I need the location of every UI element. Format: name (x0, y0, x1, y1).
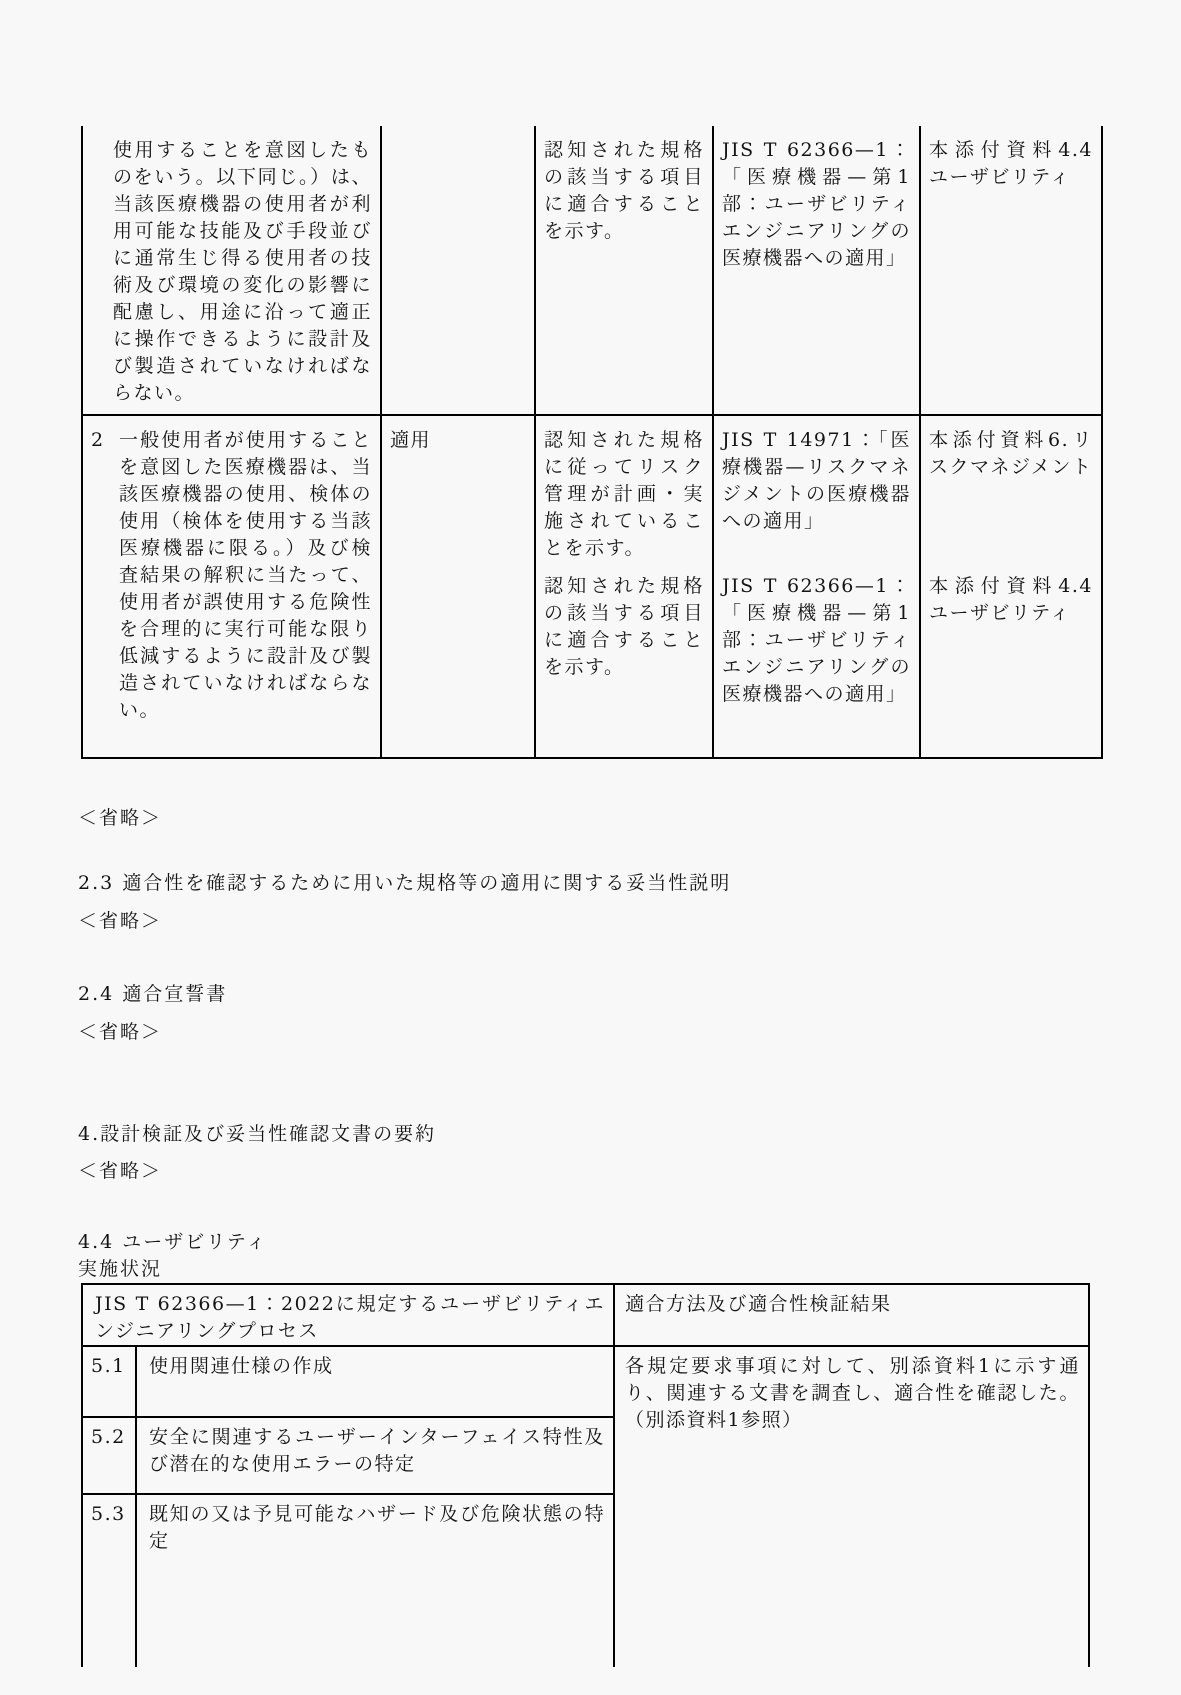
cell-applicability-2: 適用 (381, 415, 535, 758)
cell-standard-2a (713, 415, 920, 567)
section-heading-4-4: 4.4 ユーザビリティ (78, 1231, 268, 1253)
document-text: 本添付資料6.リスクマネジメント (929, 429, 1093, 478)
cell-applicability-row1 (381, 126, 535, 415)
table-row (82, 415, 1102, 567)
cell-method-row1 (535, 126, 713, 415)
cell-standard-2b (713, 567, 920, 758)
process-no-5-3: 5.3 (82, 1494, 136, 1667)
omitted-marker-2: ＜省略＞ (78, 910, 163, 932)
cell-requirement-2 (82, 415, 381, 758)
result-cell: 各規定要求事項に対して、別添資料1に示す通り、関連する文書を調査し、適合性を確認した。（別添資料1参照） (614, 1346, 1089, 1667)
standard-text: JIS T 62366—1：「医療機器—第1部：ユーザビリティエンジニアリングの医療機器への適用」 (722, 139, 911, 269)
process-no-5-2: 5.2 (82, 1417, 136, 1494)
process-no-5-1: 5.1 (82, 1346, 136, 1417)
cell-document-2a (920, 415, 1102, 567)
table-header-row (82, 1284, 1089, 1346)
process-text-5-3: 既知の又は予見可能なハザード及び危険状態の特定 (136, 1494, 614, 1667)
usability-process-table (81, 1283, 1090, 1667)
process-text-5-2: 安全に関連するユーザーインターフェイス特性及び潜在的な使用エラーの特定 (136, 1417, 614, 1494)
standard-text: JIS T 14971：「医療機器—リスクマネジメントの医療機器への適用」 (722, 429, 911, 532)
cell-document-row1 (920, 126, 1102, 415)
method-text: 認知された規格の該当する項目に適合することを示す。 (544, 139, 704, 242)
document-text: 本添付資料4.4 ユーザビリティ (929, 575, 1093, 624)
section-heading-2-4: 2.4 適合宣誓書 (78, 983, 228, 1005)
section-heading-2-3: 2.3 適合性を確認するために用いた規格等の適用に関する妥当性説明 (78, 872, 732, 894)
requirement-text: 一般使用者が使用することを意図した医療機器は、当該医療機器の使用、検体の使用（検体を使用する当該医療機器に限る。）及び検査結果の解釈に当たって、使用者が誤使用する危険性を合理的に実行可能な限り低減するように設計及び製造されていなければならない。 (119, 429, 372, 721)
standard-text: JIS T 62366—1：「医療機器—第1部：ユーザビリティエンジニアリングの医療機器への適用」 (722, 575, 911, 705)
document-text: 本添付資料4.4 ユーザビリティ (929, 139, 1093, 188)
header-process: JIS T 62366—1：2022に規定するユーザビリティエンジニアリングプロセス (82, 1284, 614, 1346)
table-row (82, 126, 1102, 415)
header-result: 適合方法及び適合性検証結果 (614, 1284, 1089, 1346)
method-text: 認知された規格に従ってリスク管理が計画・実施されていることを示す。 (544, 429, 704, 559)
cell-method-2a (535, 415, 713, 567)
cell-method-2b (535, 567, 713, 758)
omitted-marker-1: ＜省略＞ (78, 807, 163, 829)
omitted-marker-4: ＜省略＞ (78, 1160, 163, 1182)
requirements-table (81, 126, 1103, 759)
omitted-marker-3: ＜省略＞ (78, 1021, 163, 1043)
cell-document-2b (920, 567, 1102, 758)
section-heading-4: 4.設計検証及び妥当性確認文書の要約 (78, 1123, 437, 1145)
process-text-5-1: 使用関連仕様の作成 (136, 1346, 614, 1417)
cell-requirement-cont (82, 126, 381, 415)
method-text: 認知された規格の該当する項目に適合することを示す。 (544, 575, 704, 678)
table-row (82, 1346, 1089, 1417)
implementation-status-label: 実施状況 (78, 1258, 163, 1280)
requirement-text: 使用することを意図したものをいう。以下同じ。）は、当該医療機器の使用者が利用可能な技能及び手段並びに通常生じ得る使用者の技術及び環境の変化の影響に配慮し、用途に沿って適正に操作できるように設計及び製造されていなければならない。 (113, 139, 372, 404)
item-number: 2 (91, 429, 104, 451)
cell-standard-row1 (713, 126, 920, 415)
